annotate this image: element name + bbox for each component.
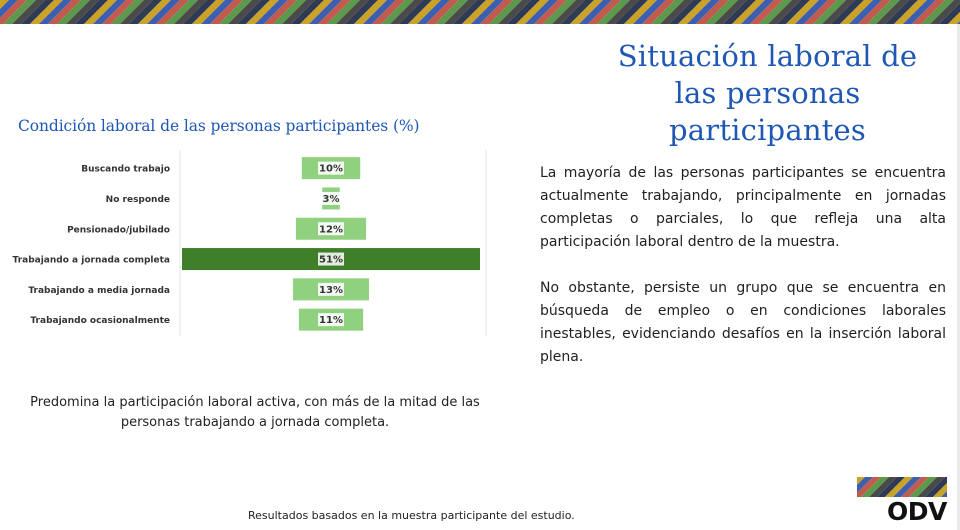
decorative-stripe-banner <box>0 0 960 24</box>
data-label: 12% <box>319 224 343 236</box>
page-title-line-3: participantes <box>669 113 866 147</box>
page-title-line-1: Situación laboral de <box>617 39 918 73</box>
data-label: 51% <box>319 254 343 266</box>
bar-chart <box>10 150 490 340</box>
page-title <box>590 38 945 149</box>
paragraph-1: La mayoría de las personas participantes se encuentra actualmente trabajando, principalmente en jornadas completas o parciales, lo que refleja una alta participación laboral dentro de la muestra. <box>540 165 946 250</box>
data-label: 13% <box>319 284 343 296</box>
data-label: 10% <box>319 163 343 175</box>
category-label: Trabajando ocasionalmente <box>30 316 170 327</box>
logo-stripe <box>857 477 947 497</box>
footer-note: Resultados basados en la muestra participante del estudio. <box>248 509 575 522</box>
category-label: Pensionado/jubilado <box>67 225 170 236</box>
data-label: 11% <box>319 315 343 327</box>
chart-canvas <box>10 150 490 340</box>
chart-caption: Predomina la participación laboral activa, con más de la mitad de las personas trabajando a jornada completa. <box>30 395 480 430</box>
page-title-line-2: las personas <box>674 76 861 110</box>
chart-title: Condición laboral de las personas participantes (%) <box>18 117 420 135</box>
description-text <box>540 162 946 392</box>
stripe-pattern <box>0 0 960 24</box>
category-label: No responde <box>105 194 170 205</box>
odv-logo <box>857 477 947 527</box>
data-label: 3% <box>322 193 340 205</box>
category-label: Trabajando a media jornada <box>28 285 170 296</box>
category-label: Buscando trabajo <box>81 164 170 175</box>
paragraph-2: No obstante, persiste un grupo que se encuentra en búsqueda de empleo o en condiciones laborales inestables, evidenciando desafíos en la inserción laboral plena. <box>540 280 946 365</box>
category-label: Trabajando a jornada completa <box>12 255 170 266</box>
logo-text: ODV <box>887 497 947 526</box>
